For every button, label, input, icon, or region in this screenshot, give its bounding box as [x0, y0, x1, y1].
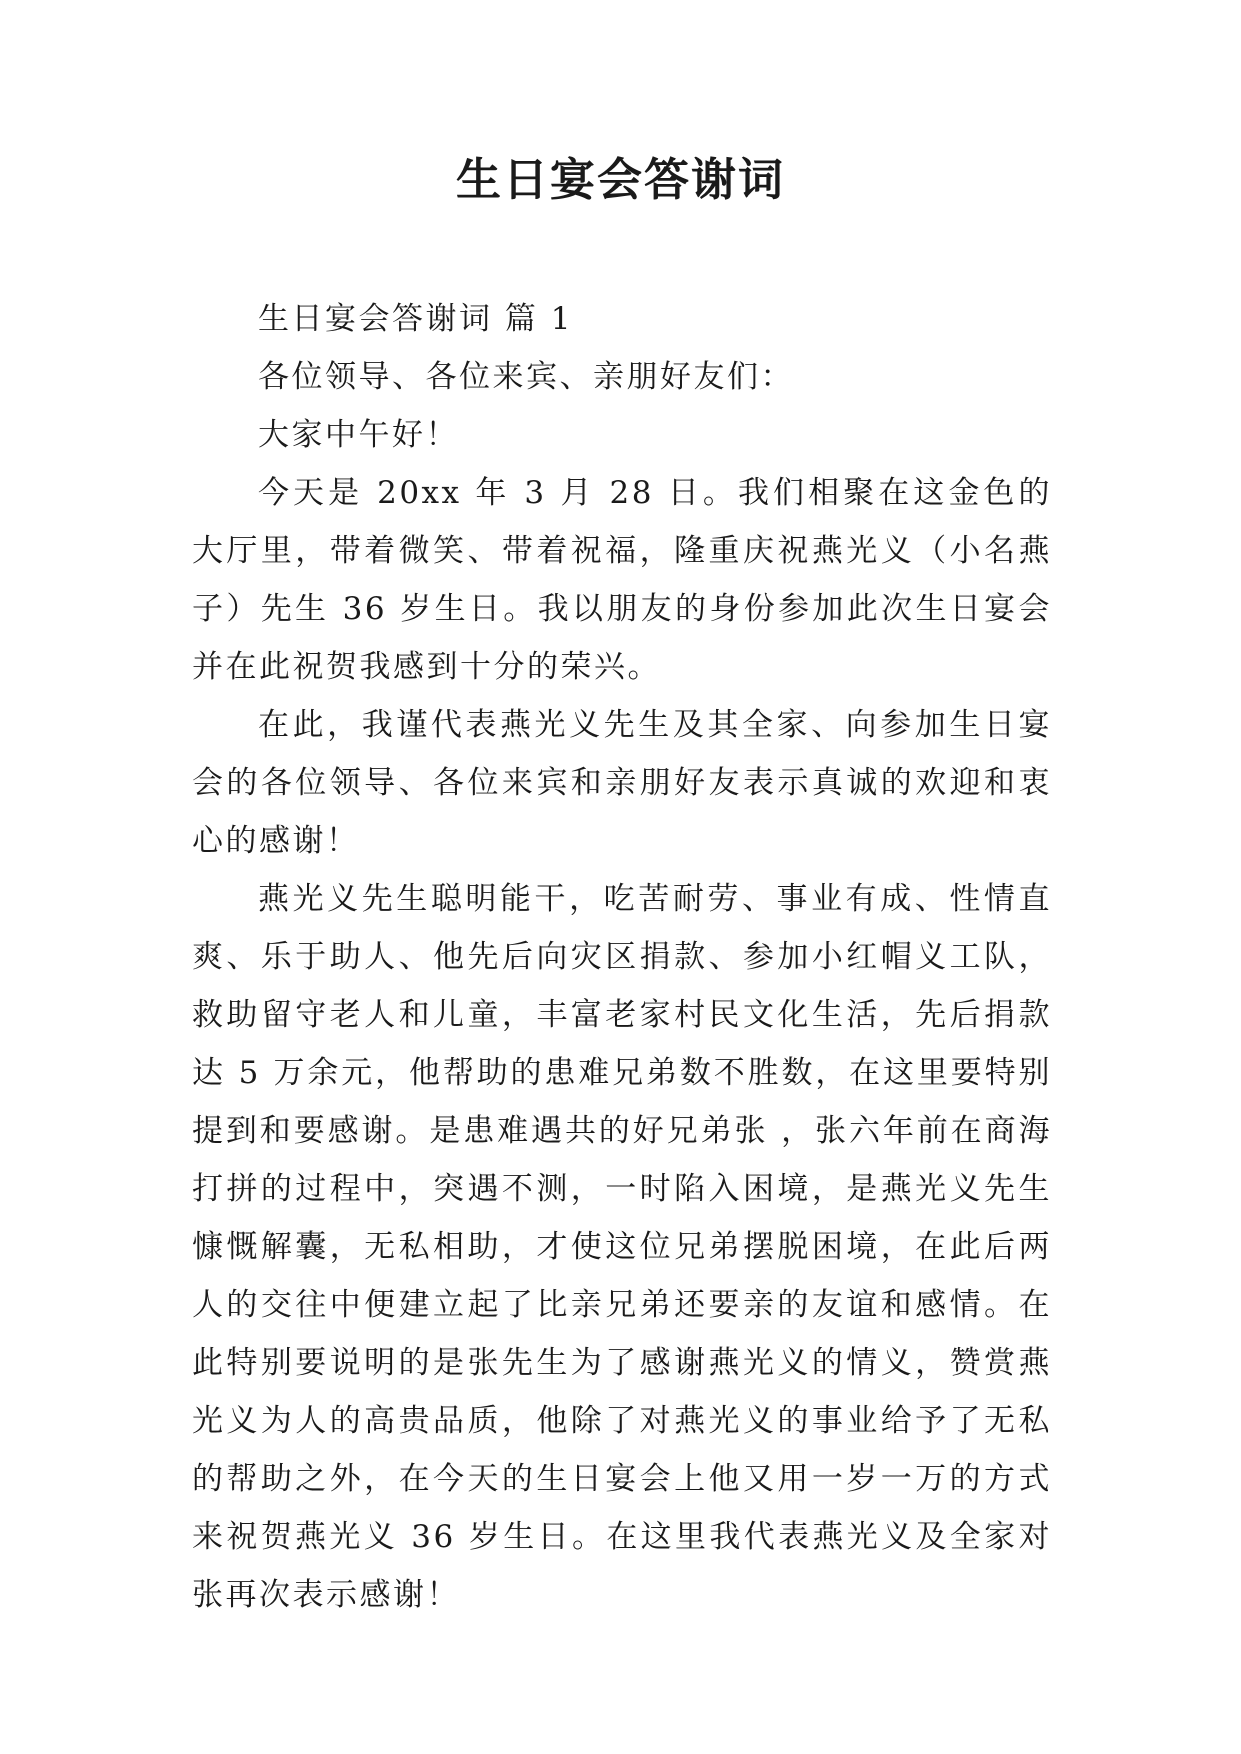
section-heading: 生日宴会答谢词 篇 1 — [258, 301, 573, 337]
document-title: 生日宴会答谢词 — [455, 153, 785, 206]
paragraph: 今天是 20xx 年 3 月 28 日。我们相聚在这金色的大厅里，带着微笑、带着祝福，隆重庆祝燕光义（小名燕子）先生 36 岁生日。我以朋友的身份参加此次生日宴会并在此祝贺我感到十分的荣兴。 — [192, 475, 1052, 685]
salutation: 各位领导、各位来宾、亲朋好友们： — [258, 359, 794, 395]
paragraph: 燕光义先生聪明能干，吃苦耐劳、事业有成、性情直爽、乐于助人、他先后向灾区捐款、参加小红帽义工队，救助留守老人和儿童，丰富老家村民文化生活，先后捐款达 5 万余元，他帮助的患难兄弟数不胜数，在这里要特别提到和要感谢。是患难遇共的好兄弟张 ，张六年前在商海打拼的过程中，突遇不测，一时陷入困境，是燕光义先生慷慨解囊，无私相助，才使这位兄弟摆脱困境，在此后两人的交往中便建立起了比亲兄弟还要亲的友谊和感情。在此特别要说明的是张先生为了感谢燕光义的情义，赞赏燕光义为人的高贵品质，他除了对燕光义的事业给予了无私的帮助之外，在今天的生日宴会上他又用一岁一万的方式来祝贺燕光义 36 岁生日。在这里我代表燕光义及全家对张再次表示感谢！ — [192, 881, 1052, 1613]
document-body — [192, 290, 1052, 1624]
paragraph: 在此，我谨代表燕光义先生及其全家、向参加生日宴会的各位领导、各位来宾和亲朋好友表示真诚的欢迎和衷心的感谢！ — [192, 707, 1052, 859]
greeting: 大家中午好！ — [258, 417, 459, 453]
